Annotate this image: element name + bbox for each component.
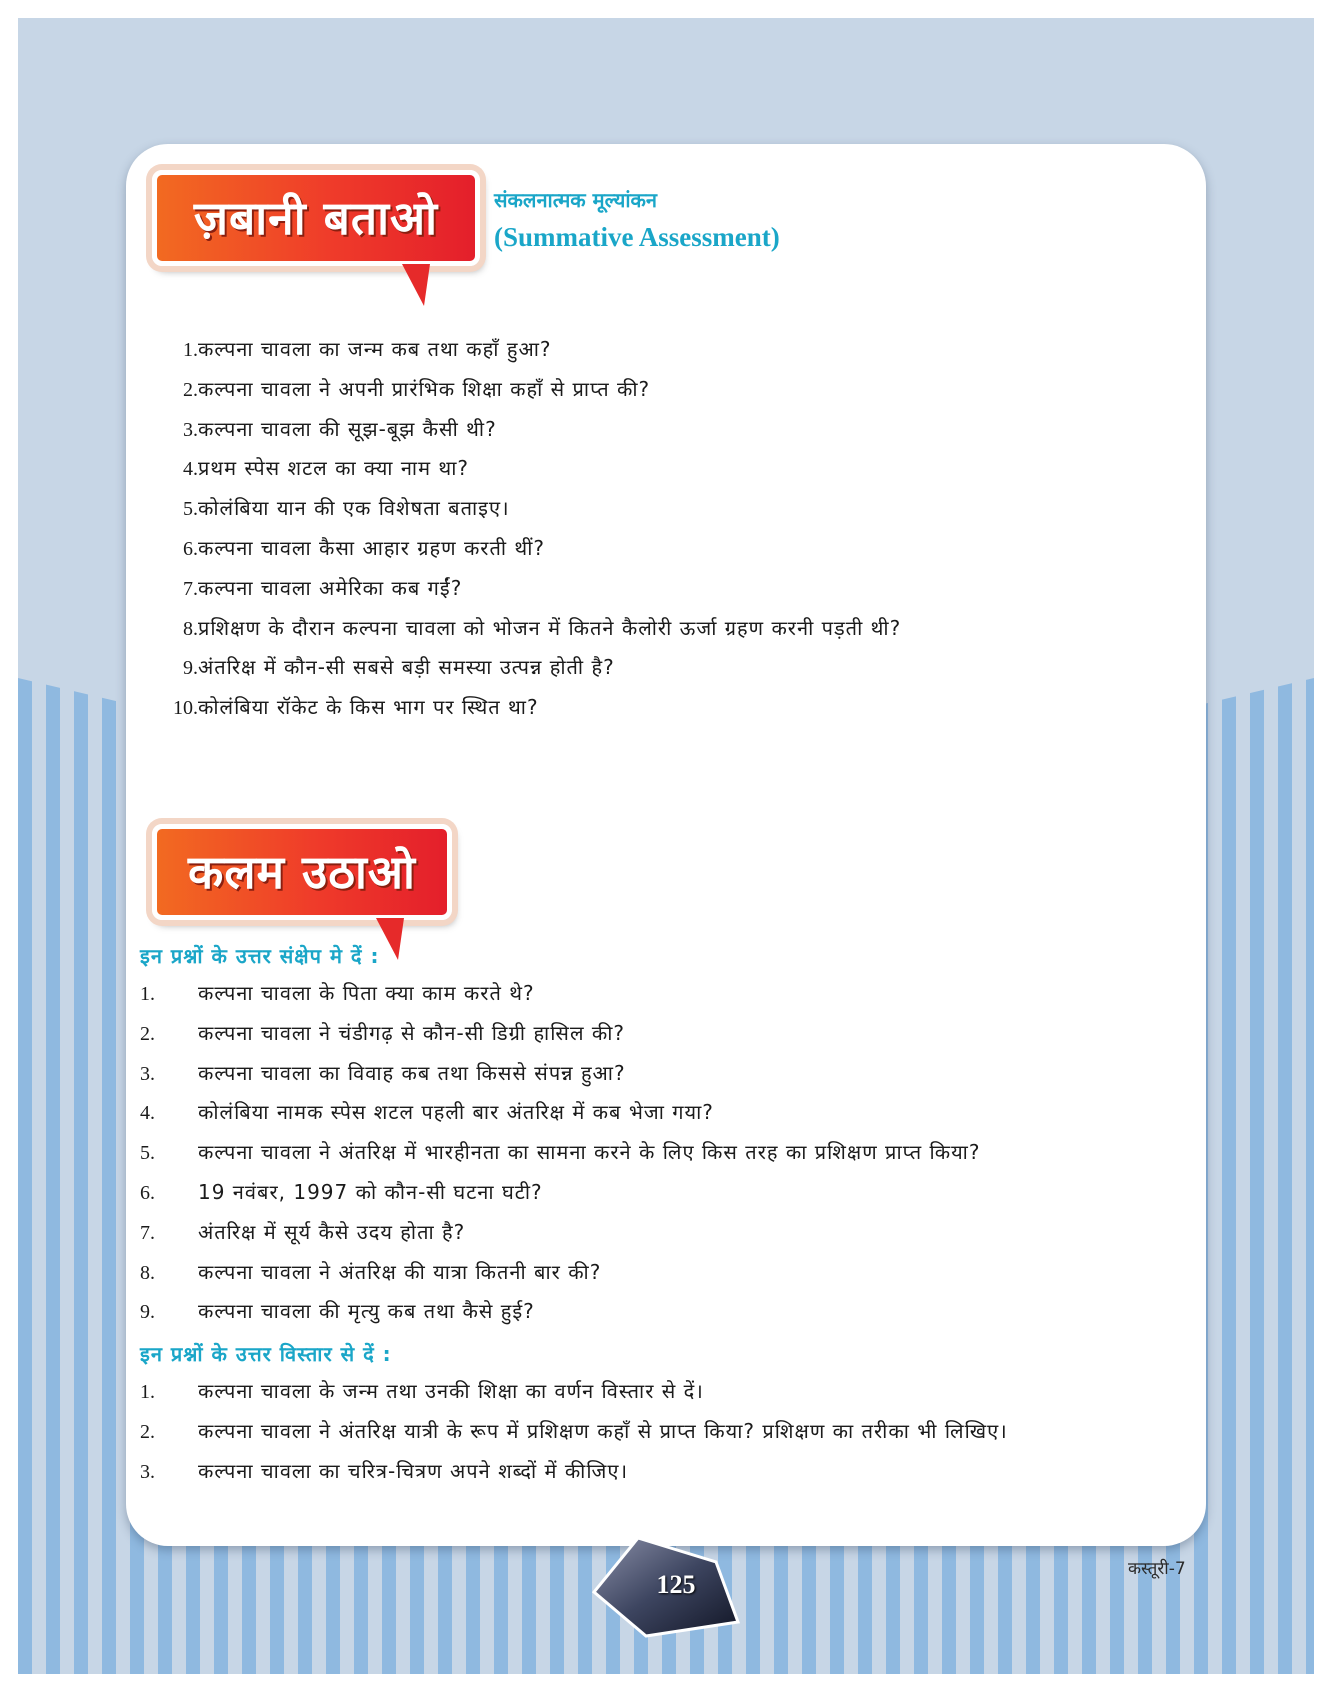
question-item xyxy=(140,648,615,688)
question-text: प्रशिक्षण के दौरान कल्पना चावला को भोजन में कितने कैलोरी ऊर्जा ग्रहण करनी पड़ती थी? xyxy=(198,615,902,640)
question-number: 1. xyxy=(140,1381,155,1403)
question-number: 2. xyxy=(183,378,198,401)
question-item xyxy=(140,688,539,728)
assessment-type-english: (Summative Assessment) xyxy=(494,222,780,252)
question-item xyxy=(140,1014,626,1054)
question-text: कल्पना चावला ने अंतरिक्ष यात्री के रूप में प्रशिक्षण कहाँ से प्राप्त किया? प्रशिक्षण का तरीका भी लिखिए। xyxy=(198,1418,1008,1443)
question-number: 6. xyxy=(140,1181,155,1204)
question-number: 1. xyxy=(183,339,198,361)
short-questions-list xyxy=(140,974,981,1332)
question-text: 19 नवंबर, 1997 को कौन-सी घटना घटी? xyxy=(198,1179,543,1204)
speech-bubble-tail xyxy=(402,264,430,306)
question-item xyxy=(140,1292,535,1332)
question-text: प्रथम स्पेस शटल का क्या नाम था? xyxy=(198,456,469,481)
question-item xyxy=(140,1452,629,1492)
question-item xyxy=(140,609,902,649)
question-item xyxy=(140,1372,704,1412)
question-text: कल्पना चावला के पिता क्या काम करते थे? xyxy=(198,981,535,1005)
short-answer-instruction: इन प्रश्नों के उत्तर संक्षेप मे दें : xyxy=(140,944,380,968)
question-number: 2. xyxy=(140,1420,155,1443)
question-number: 4. xyxy=(183,458,198,481)
question-item xyxy=(140,1213,466,1253)
question-item xyxy=(140,1054,626,1094)
long-questions-list xyxy=(140,1372,1008,1491)
question-text: अंतरिक्ष में कौन-सी सबसे बड़ी समस्या उत्पन्न होती है? xyxy=(198,655,615,680)
question-number: 3. xyxy=(140,1460,155,1483)
question-number: 9. xyxy=(140,1301,155,1324)
question-item xyxy=(140,1412,1008,1452)
question-text: कल्पना चावला कैसा आहार ग्रहण करती थीं? xyxy=(198,535,545,560)
question-number: 1. xyxy=(140,983,155,1005)
question-item xyxy=(140,1173,543,1213)
question-number: 10. xyxy=(173,697,198,720)
question-text: कोलंबिया रॉकेट के किस भाग पर स्थित था? xyxy=(198,695,539,720)
question-number: 2. xyxy=(140,1022,155,1045)
question-item xyxy=(140,1133,981,1173)
question-item xyxy=(140,370,651,410)
question-text: कल्पना चावला का चरित्र-चित्रण अपने शब्दों में कीजिए। xyxy=(198,1458,629,1483)
question-item xyxy=(140,449,469,489)
question-number: 7. xyxy=(140,1221,155,1244)
section-heading-written: कलम उठाओ xyxy=(152,824,452,920)
question-text: कल्पना चावला ने अंतरिक्ष की यात्रा कितनी बार की? xyxy=(198,1259,602,1284)
question-item xyxy=(140,974,535,1014)
question-number: 7. xyxy=(183,577,198,600)
question-text: कल्पना चावला ने अंतरिक्ष में भारहीनता का सामना करने के लिए किस तरह का प्रशिक्षण प्राप्त किया? xyxy=(198,1140,981,1165)
oral-questions-list xyxy=(140,330,902,728)
question-number: 5. xyxy=(140,1142,155,1165)
question-text: अंतरिक्ष में सूर्य कैसे उदय होता है? xyxy=(198,1219,466,1244)
question-item xyxy=(140,330,552,370)
question-item xyxy=(140,569,463,609)
question-text: कल्पना चावला की सूझ-बूझ कैसी थी? xyxy=(198,416,497,441)
question-text: कोलंबिया नामक स्पेस शटल पहली बार अंतरिक्ष में कब भेजा गया? xyxy=(198,1100,714,1125)
question-text: कल्पना चावला का विवाह कब तथा किससे संपन्न हुआ? xyxy=(198,1060,626,1085)
question-number: 9. xyxy=(183,657,198,680)
question-item xyxy=(140,410,497,450)
question-text: कल्पना चावला ने अपनी प्रारंभिक शिक्षा कहाँ से प्राप्त की? xyxy=(198,376,651,401)
question-item xyxy=(140,529,545,569)
question-number: 6. xyxy=(183,537,198,560)
speech-bubble-tail xyxy=(376,918,404,960)
book-title: कस्तूरी-7 xyxy=(1128,1559,1186,1579)
question-number: 3. xyxy=(183,418,198,441)
question-text: कल्पना चावला के जन्म तथा उनकी शिक्षा का वर्णन विस्तार से दें। xyxy=(198,1379,704,1403)
assessment-type-hindi: संकलनात्मक मूल्यांकन xyxy=(494,188,657,212)
question-number: 8. xyxy=(140,1261,155,1284)
question-item xyxy=(140,489,510,529)
page-number: 125 xyxy=(656,1570,696,1599)
question-text: कल्पना चावला अमेरिका कब गईं? xyxy=(198,575,463,600)
section-heading-oral: ज़बानी बताओ xyxy=(152,170,480,266)
question-number: 3. xyxy=(140,1062,155,1085)
long-answer-instruction: इन प्रश्नों के उत्तर विस्तार से दें : xyxy=(140,1342,392,1366)
question-text: कल्पना चावला ने चंडीगढ़ से कौन-सी डिग्री हासिल की? xyxy=(198,1020,626,1045)
question-number: 5. xyxy=(183,498,198,521)
question-text: कल्पना चावला की मृत्यु कब तथा कैसे हुई? xyxy=(198,1299,535,1324)
question-number: 8. xyxy=(183,617,198,640)
question-item xyxy=(140,1253,602,1293)
question-item xyxy=(140,1093,714,1133)
question-text: कोलंबिया यान की एक विशेषता बताइए। xyxy=(198,496,510,521)
question-text: कल्पना चावला का जन्म कब तथा कहाँ हुआ? xyxy=(198,337,552,361)
question-number: 4. xyxy=(140,1102,155,1125)
